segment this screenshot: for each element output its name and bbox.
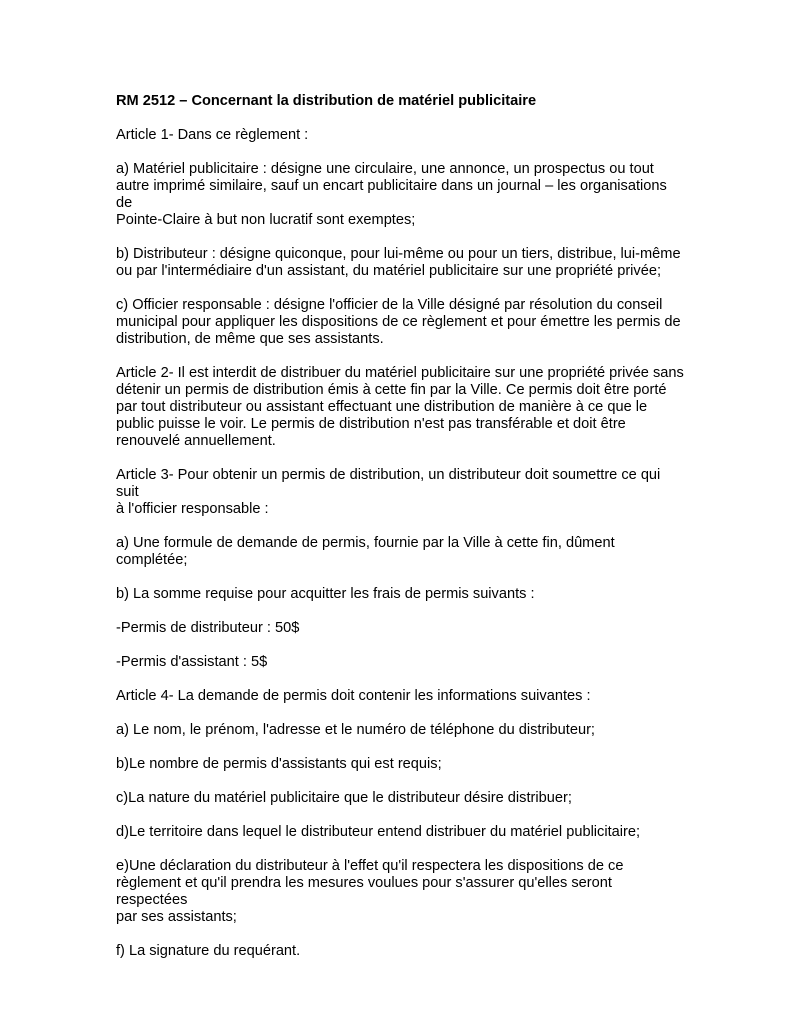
article-1-heading: Article 1- Dans ce règlement : [116,127,309,143]
document-body [116,93,686,977]
definition-materiel-publicitaire: a) Matériel publicitaire : désigne une circulaire, une annonce, un prospectus ou tout autre imprimé similaire, sauf un encart publicitaire dans un journal – les organisations de Pointe-Claire à but non lucratif sont exemptes; [116,161,667,228]
article-4-paragraph: Article 4- La demande de permis doit contenir les informations suivantes : [116,688,591,704]
article-3-paragraph: Article 3- Pour obtenir un permis de distribution, un distributeur doit soumettre ce qui suit à l'officier responsable : [116,467,661,517]
article-4-item-f: f) La signature du requérant. [116,943,301,959]
definition-officier-responsable: c) Officier responsable : désigne l'officier de la Ville désigné par résolution du conseil municipal pour appliquer les dispositions de ce règlement et pour émettre les permis de distribution, de même que ses assistants. [116,297,681,347]
document-title: RM 2512 – Concernant la distribution de matériel publicitaire [116,93,537,109]
article-3-item-b: b) La somme requise pour acquitter les frais de permis suivants : [116,586,535,602]
article-4-item-d: d)Le territoire dans lequel le distributeur entend distribuer du matériel publicitaire; [116,824,641,840]
article-4-item-a: a) Le nom, le prénom, l'adresse et le numéro de téléphone du distributeur; [116,722,595,738]
fee-assistant: -Permis d'assistant : 5$ [116,654,268,670]
definition-distributeur: b) Distributeur : désigne quiconque, pour lui-même ou pour un tiers, distribue, lui-même ou par l'intermédiaire d'un assistant, du matériel publicitaire sur une propriété privée; [116,246,681,279]
article-4-item-c: c)La nature du matériel publicitaire que le distributeur désire distribuer; [116,790,572,806]
article-4-item-b: b)Le nombre de permis d'assistants qui est requis; [116,756,442,772]
article-2-paragraph: Article 2- Il est interdit de distribuer du matériel publicitaire sur une propriété privée sans détenir un permis de distribution émis à cette fin par la Ville. Ce permis doit être porté par tout distributeur ou assistant effectuant une distribution de manière à ce que le public puisse le voir. Le permis de distribution n'est pas transférable et doit être renouvelé annuellement. [116,365,684,449]
article-3-item-a: a) Une formule de demande de permis, fournie par la Ville à cette fin, dûment complétée; [116,535,615,568]
fee-distributeur: -Permis de distributeur : 50$ [116,620,300,636]
article-4-item-e: e)Une déclaration du distributeur à l'effet qu'il respectera les dispositions de ce règlement et qu'il prendra les mesures voulues pour s'assurer qu'elles seront respectées par ses assistants; [116,858,624,925]
